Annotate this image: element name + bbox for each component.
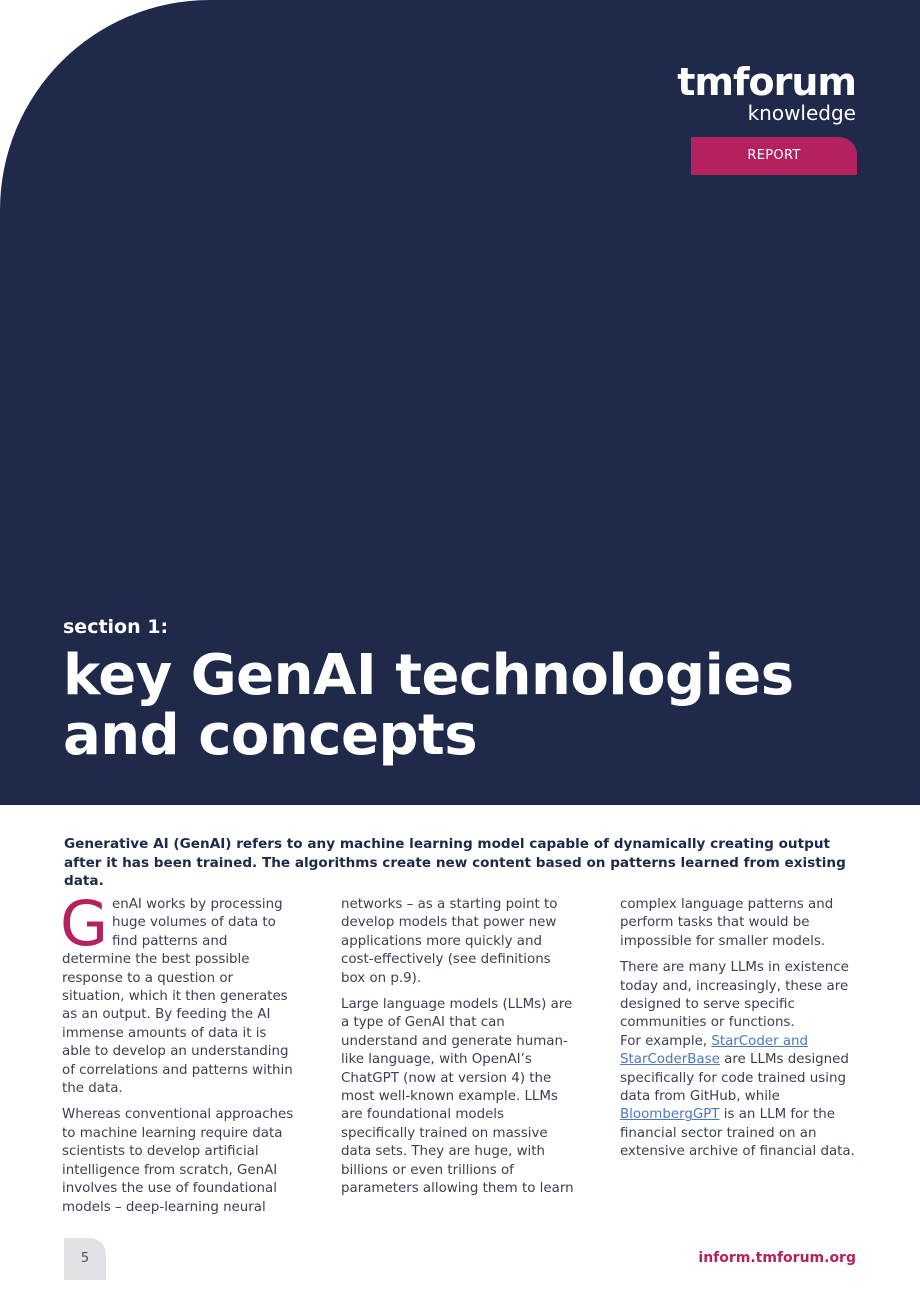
starcoder-link[interactable]: StarCoder and StarCoderBase	[620, 1033, 809, 1068]
logo-main-text: tmforum	[677, 60, 856, 104]
paragraph-text: are LLMs designed specifically for code trained using data from GitHub, while	[620, 1052, 849, 1105]
paragraph: Large language models (LLMs) are a type of GenAI that can understand and generate human-like language, with OpenAI’s ChatGPT (now at version 4) the most well-known example. LLMs are foundational models specifically trained on massive data sets. They are huge, with billions or even trillions of parameters allowing them to learn	[341, 997, 574, 1197]
body-column-3	[620, 896, 856, 1170]
title-line-2: and concepts	[63, 703, 478, 768]
paragraph: There are many LLMs in existence today and, increasingly, these are designed to serve specific communities or functions.	[620, 960, 849, 1031]
paragraph: networks – as a starting point to develop models that power new applications more quickly and cost-effectively (see definitions box on p.9).	[341, 897, 558, 986]
paragraph-text: enAI works by processing huge volumes of data to find patterns and determine the best possible response to a question or situation, which it then generates as an output. By feeding the AI immense amounts of data it is able to develop an understanding of correlations and patterns within the data.	[62, 897, 293, 1097]
report-tag: REPORT	[691, 137, 857, 175]
body-column-1	[60, 887, 298, 1225]
body-column-2	[341, 896, 577, 1207]
logo-sub-text: knowledge	[747, 101, 856, 125]
paragraph	[620, 1033, 856, 1162]
paragraph: complex language patterns and perform tasks that would be impossible for smaller models.	[620, 897, 834, 949]
intro-paragraph: Generative AI (GenAI) refers to any machine learning model capable of dynamically creating output after it has been trained. The algorithms create new content based on patterns learned from existing data.	[64, 836, 846, 889]
dropcap: G	[60, 887, 109, 960]
page-title	[63, 643, 883, 768]
title-line-1: key GenAI technologies	[63, 643, 794, 708]
paragraph	[60, 887, 298, 1098]
footer-url-link[interactable]: inform.tmforum.org	[698, 1250, 856, 1266]
section-label: section 1:	[63, 616, 169, 638]
paragraph: Whereas conventional approaches to machine learning require data scientists to develop artificial intelligence from scratch, GenAI involves the use of foundational models – deep-learning neural	[62, 1107, 294, 1215]
paragraph-text: For example,	[620, 1033, 712, 1049]
page-number: 5	[64, 1238, 106, 1280]
tmforum-logo[interactable]	[677, 62, 856, 124]
paragraph-text: is an LLM for the financial sector trained on an extensive archive of financial data.	[620, 1107, 855, 1160]
bloomberggpt-link[interactable]: BloombergGPT	[620, 1107, 720, 1123]
